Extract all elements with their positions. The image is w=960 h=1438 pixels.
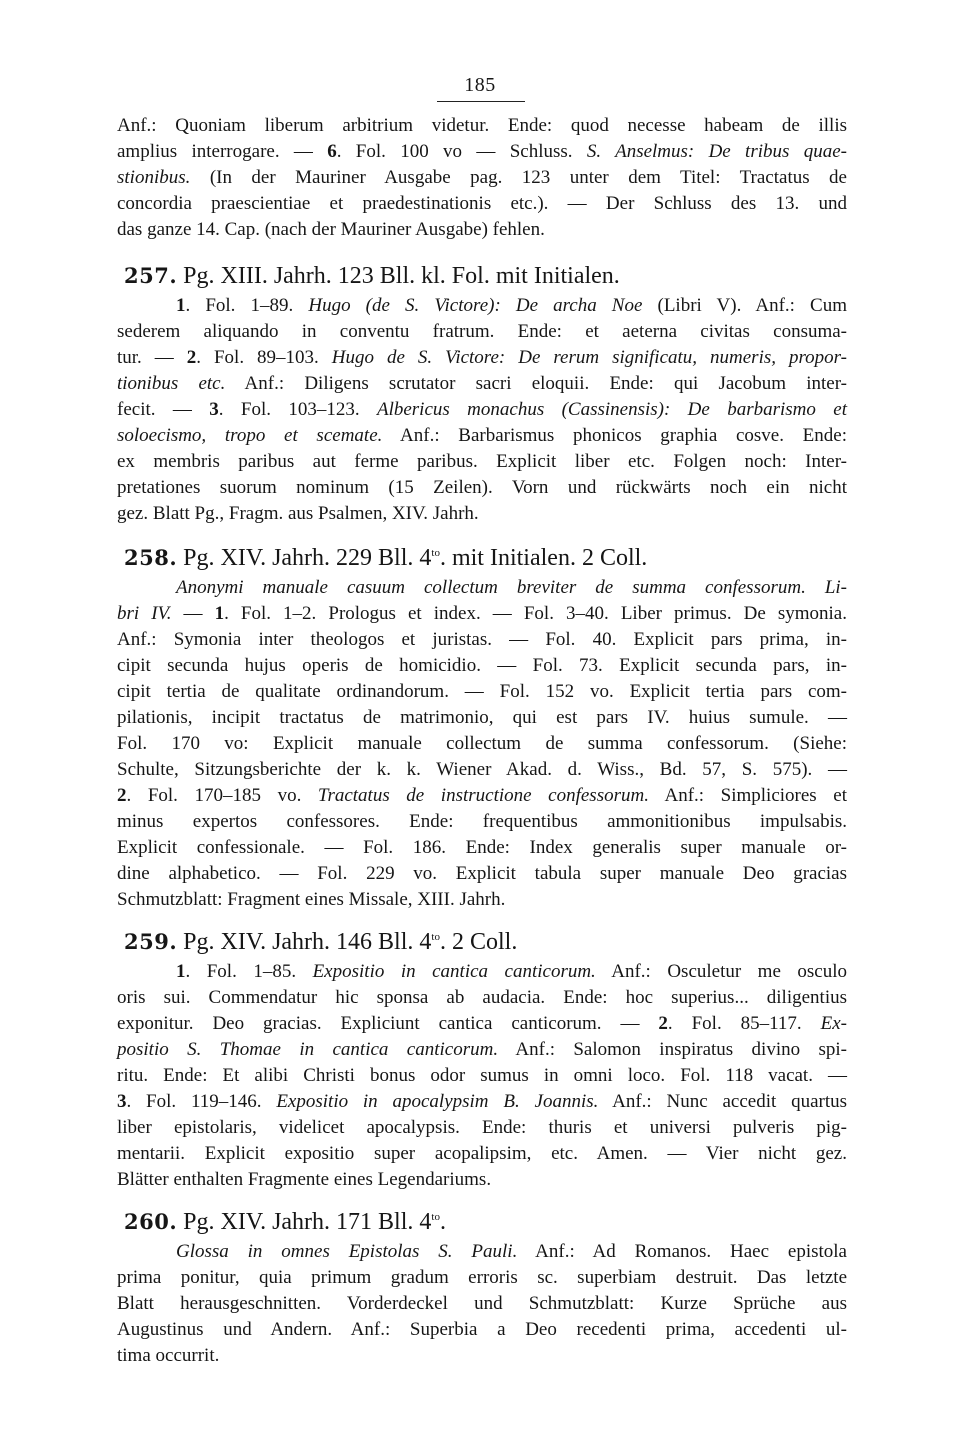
text-run: Schmutzblatt: Fragment eines Missale, XIII. Jahrh. — [117, 889, 506, 910]
text-run: fecit. — — [117, 399, 210, 420]
entry-heading-text-tail: . — [439, 1209, 446, 1235]
text-line — [117, 1115, 847, 1141]
text-run: tima occurrit. — [117, 1345, 220, 1366]
text-run: Anf.: Barbarismus phonicos graphia cosve. Ende: — [382, 425, 847, 446]
text-run: 6 — [327, 141, 337, 162]
text-run: exponitur. Deo gracias. Expliciunt cantica canticorum. — — [117, 1013, 659, 1034]
entry-heading-text: Pg. XIV. Jahrh. 171 Bll. 4 — [177, 1209, 432, 1235]
text-run: minus expertos confessores. Ende: frequentibus ammonitionibus impulsabis. — [117, 811, 847, 832]
text-run: Anf.: Diligens scrutator sacri eloquii. Ende: qui Jacobum inter- — [225, 373, 847, 394]
text-line — [117, 217, 847, 243]
text-run: soloecismo, tropo et scemate. — [117, 425, 383, 446]
text-line — [117, 423, 847, 449]
entry-heading — [117, 925, 847, 959]
text-run: cipit secunda hujus operis de homicidio. — Fol. 73. Explicit secunda pars, in- — [117, 655, 847, 676]
entry-number: 259. — [124, 929, 178, 954]
text-line — [117, 371, 847, 397]
text-run: Blätter enthalten Fragmente eines Legendariums. — [117, 1169, 492, 1190]
entry-heading-text-tail: . 2 Coll. — [439, 929, 518, 955]
text-line — [117, 501, 847, 527]
entry-258 — [117, 541, 847, 913]
text-line — [117, 835, 847, 861]
text-run: sederem aliquando in conventu fratrum. Ende: et aeterna civitas consuma- — [117, 321, 847, 342]
entry-257 — [117, 259, 847, 527]
text-run: tur. — — [117, 347, 187, 368]
text-line — [117, 475, 847, 501]
text-line — [117, 601, 847, 627]
entry-heading — [117, 541, 847, 575]
text-run: Fol. 170 vo: Explicit manuale collectum de summa confessorum. (Siehe: — [117, 733, 847, 754]
text-run: . Fol. 1–2. Prologus et index. — Fol. 3–40. Liber primus. De symonia. — [224, 603, 847, 624]
text-line — [117, 397, 847, 423]
text-line — [117, 783, 847, 809]
text-run: 1 — [176, 961, 186, 982]
text-run: ex membris paribus aut ferme paribus. Explicit liber etc. Folgen noch: Inter- — [117, 451, 847, 472]
text-line — [117, 1011, 847, 1037]
text-line — [117, 191, 847, 217]
text-line — [117, 293, 847, 319]
text-run: pretationes suorum nominum (15 Zeilen). Vorn und rückwärts noch ein nicht — [117, 477, 847, 498]
page-number: 185 — [464, 74, 496, 96]
entry-number: 257. — [124, 263, 178, 288]
text-run: (In der Mauriner Ausgabe pag. 123 unter dem Titel: Tractatus de — [190, 167, 847, 188]
text-run: S. Anselmus: De tribus quae- — [586, 141, 847, 162]
text-run: gez. Blatt Pg., Fragm. aus Psalmen, XIV. Jahrh. — [117, 503, 479, 524]
text-run: . Fol. 85–117. — [667, 1013, 821, 1034]
text-run: Hugo de S. Victore: De rerum significatu, numeris, propor- — [331, 347, 847, 368]
text-run: (Libri V). Anf.: Cum — [642, 295, 847, 316]
text-line — [117, 1317, 847, 1343]
text-line — [117, 985, 847, 1011]
text-run: oris sui. Commendatur hic sponsa ab audacia. Ende: hoc superius... diligentius — [117, 987, 847, 1008]
text-run: Glossa in omnes Epistolas S. Pauli. — [176, 1241, 518, 1262]
entry-number: 260. — [124, 1209, 178, 1234]
text-line — [117, 705, 847, 731]
text-run: Anf.: Ad Romanos. Haec epistola — [517, 1241, 847, 1262]
entry-260 — [117, 1205, 847, 1369]
text-line — [117, 1343, 847, 1369]
text-line — [117, 1089, 847, 1115]
text-line — [117, 113, 847, 139]
text-line — [117, 449, 847, 475]
text-run: pilationis, incipit tractatus de matrimonio, qui est pars IV. huius sumule. — — [117, 707, 847, 728]
entry-heading — [117, 259, 847, 293]
text-line — [117, 319, 847, 345]
text-line — [117, 959, 847, 985]
page-number-rule — [437, 101, 525, 102]
text-run: mentarii. Explicit expositio super acopalipsim, etc. Amen. — Vier nicht gez. — [117, 1143, 847, 1164]
entry-number: 258. — [124, 545, 178, 570]
text-line — [117, 1063, 847, 1089]
text-line — [117, 887, 847, 913]
text-run: Anf.: Symonia inter theologos et juristas. — Fol. 40. Explicit pars prima, in- — [117, 629, 847, 650]
text-run: tionibus etc. — [117, 373, 226, 394]
text-run: das ganze 14. Cap. (nach der Mauriner Ausgabe) fehlen. — [117, 219, 545, 240]
text-run: Explicit confessionale. — Fol. 186. Ende: Index generalis super manuale or- — [117, 837, 847, 858]
text-line — [117, 1239, 847, 1265]
text-run: bri IV. — [117, 603, 172, 624]
text-line — [117, 1167, 847, 1193]
text-run: 2 — [117, 785, 127, 806]
text-run: liber epistolaris, videlicet apocalypsis. Ende: thuris et universi pulveris pig- — [117, 1117, 847, 1138]
text-line — [117, 165, 847, 191]
text-run: 2 — [186, 347, 197, 368]
text-run: . Fol. 103–123. — [218, 399, 377, 420]
text-run: 3 — [209, 399, 219, 420]
text-run: 3 — [117, 1091, 127, 1112]
text-run: Augustinus und Andern. Anf.: Superbia a Deo recedenti prima, accedenti ul- — [117, 1319, 847, 1340]
entry-heading-text: Pg. XIV. Jahrh. 229 Bll. 4 — [177, 545, 432, 571]
text-run: Expositio in cantica canticorum. — [312, 961, 596, 982]
entry-256-continuation — [117, 113, 847, 243]
text-run: concordia praescientiae et praedestinationis etc.). — Der Schluss des 13. und — [117, 193, 847, 214]
text-run: . Fol. 89–103. — [196, 347, 332, 368]
text-run: stionibus. — [117, 167, 191, 188]
text-line — [117, 757, 847, 783]
text-line — [117, 627, 847, 653]
text-line — [117, 1265, 847, 1291]
text-run: . Fol. 100 vo — Schluss. — [336, 141, 587, 162]
text-run: amplius interrogare. — — [117, 141, 328, 162]
entry-259 — [117, 925, 847, 1193]
text-run: . Fol. 1–85. — [185, 961, 313, 982]
text-line — [117, 1141, 847, 1167]
text-line — [117, 861, 847, 887]
text-run: Expositio in apocalypsim B. Joannis. — [276, 1091, 599, 1112]
text-run: ritu. Ende: Et alibi Christi bonus odor sumus in omni loco. Fol. 118 vacat. — — [117, 1065, 847, 1086]
text-run: Ex- — [820, 1013, 847, 1034]
text-run: 1 — [214, 603, 225, 624]
text-line — [117, 575, 847, 601]
text-run: — — [171, 603, 215, 624]
text-line — [117, 653, 847, 679]
entry-heading-superscript: to — [431, 1211, 440, 1223]
text-run: Anf.: Osculetur me osculo — [595, 961, 847, 982]
text-line — [117, 345, 847, 371]
text-run: . Fol. 1–89. — [185, 295, 309, 316]
entry-heading-superscript: to — [431, 931, 440, 943]
text-run: Schulte, Sitzungsberichte der k. k. Wiener Akad. d. Wiss., Bd. 57, S. 575). — — [117, 759, 847, 780]
text-line — [117, 679, 847, 705]
entry-heading-text: Pg. XIV. Jahrh. 146 Bll. 4 — [177, 929, 432, 955]
text-run: cipit tertia de qualitate ordinandorum. — Fol. 152 vo. Explicit tertia pars com- — [117, 681, 847, 702]
text-run: Anf.: Salomon inspiratus divino spi- — [498, 1039, 847, 1060]
entry-heading — [117, 1205, 847, 1239]
text-run: Blatt herausgeschnitten. Vorderdeckel und Schmutzblatt: Kurze Sprüche aus — [117, 1293, 847, 1314]
text-run: Anf.: Nunc accedit quartus — [598, 1091, 848, 1112]
text-run: . Fol. 119–146. — [126, 1091, 277, 1112]
text-line — [117, 731, 847, 757]
entry-heading-text-tail: . mit Initialen. 2 Coll. — [439, 545, 648, 571]
text-run: . Fol. 170–185 vo. — [126, 785, 318, 806]
text-line — [117, 1037, 847, 1063]
text-run: Tractatus de instructione confessorum. — [317, 785, 649, 806]
text-run: prima ponitur, quia primum gradum erroris sc. superbiam destruit. Das letzte — [117, 1267, 847, 1288]
text-line — [117, 139, 847, 165]
text-line — [117, 809, 847, 835]
text-run: 1 — [176, 295, 186, 316]
text-run: 2 — [658, 1013, 668, 1034]
entry-heading-superscript: to — [431, 547, 440, 559]
text-run: Albericus monachus (Cassinensis): De barbarismo et — [376, 399, 847, 420]
text-line — [117, 1291, 847, 1317]
text-run: Anf.: Quoniam liberum arbitrium videtur. Ende: quod necesse habeam de illis — [117, 115, 847, 136]
entry-heading-text: Pg. XIII. Jahrh. 123 Bll. kl. Fol. mit Initialen. — [177, 263, 620, 289]
text-run: Anonymi manuale casuum collectum breviter de summa confessorum. Li- — [176, 577, 847, 598]
text-run: positio S. Thomae in cantica canticorum. — [117, 1039, 499, 1060]
text-run: dine alphabetico. — Fol. 229 vo. Explicit tabula super manuale Deo gracias — [117, 863, 847, 884]
text-run: Hugo (de S. Victore): De archa Noe — [308, 295, 643, 316]
text-run: Anf.: Simpliciores et — [648, 785, 847, 806]
